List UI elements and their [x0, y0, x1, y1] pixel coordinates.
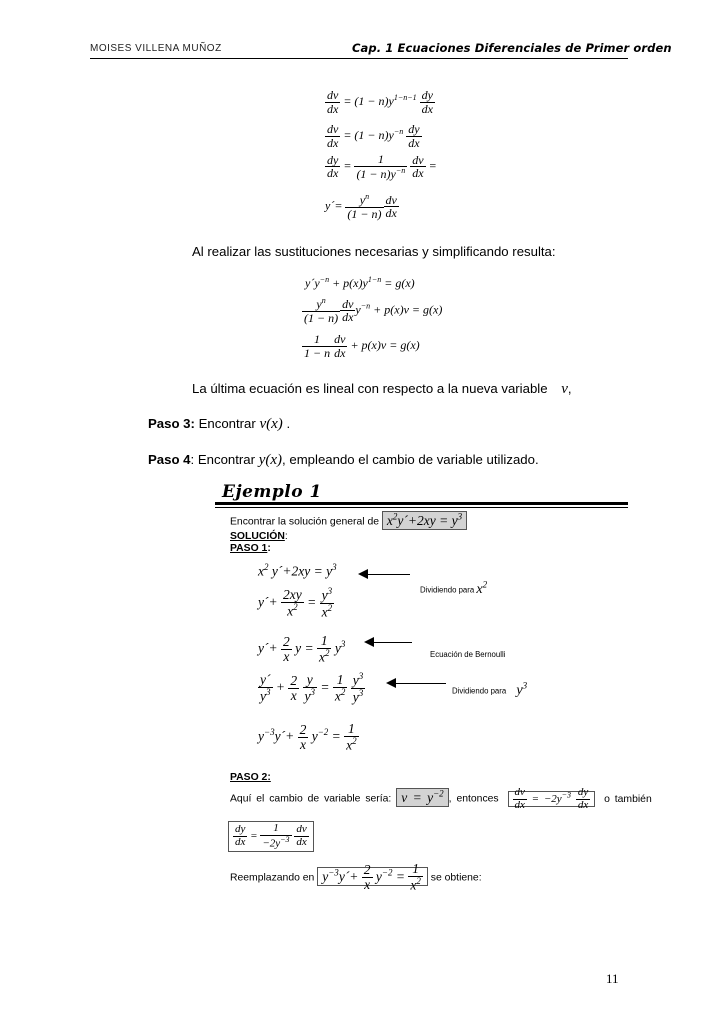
para-lineal-text: La última ecuación es lineal con respecto a la nueva variable [192, 381, 548, 396]
note-3-math: $y^3$ [516, 680, 528, 698]
paso-4 [148, 452, 539, 468]
eq-dydx: $\frac{dy}{dx}$ = $\frac{1}{(1 - n)y^{-n}}$ $\frac{dv}{dx}$ = [327, 152, 437, 181]
para-lineal [192, 381, 572, 397]
arrow-2-head [364, 637, 374, 647]
solucion-colon: : [284, 531, 288, 542]
para-sustituciones: Al realizar las sustituciones necesarias y simplificando resulta: [192, 244, 556, 259]
reemplazando-line [230, 862, 482, 893]
solucion-text: SOLUCIÓN [230, 531, 285, 542]
page-number: 11 [606, 971, 619, 986]
arrow-1-line [366, 574, 410, 575]
reemplazando-text: Reemplazando en [230, 872, 315, 884]
cambio-eq: $v = y^{-2}$ [396, 788, 448, 807]
paso-4-math: y(x) [258, 452, 283, 468]
paso-3-end: . [286, 416, 291, 431]
paso-4-text-b: , empleando el cambio de variable utilizado. [282, 452, 539, 467]
enunciado-text: Encontrar la solución general de [230, 516, 380, 528]
paso-3-text: Encontrar [198, 416, 256, 431]
note-1-math: $x^2$ [476, 579, 488, 597]
note-dividiendo-1 [420, 580, 487, 597]
cambio-derivada: $\frac{dv}{dx}$ = $-2y^{-3}$ $\frac{dy}{dx}$ [508, 791, 596, 807]
ej-eq-4: $\frac{y´}{y^3}$ + $\frac{2}{x}$ $\frac{y}{y^3}$ = $\frac{1}{x^2}$ $\frac{y^3}{y^3}$ [260, 671, 364, 705]
header-rule [90, 58, 628, 59]
eq-dvdx-1: $\frac{dv}{dx}$ = $(1 - n)y^{1-n-1}$ $\frac{dy}{dx}$ [327, 88, 433, 116]
note-1-text: Dividiendo para [420, 585, 475, 595]
dydx-box: $\frac{dy}{dx}$ = $\frac{1}{-2y^{-3}}$ $\frac{dv}{dx}$ [228, 821, 314, 852]
ejemplo-title: Ejemplo 1 [222, 482, 322, 502]
paso-3 [148, 416, 290, 432]
paso-4-text-a: : Encontrar [190, 452, 256, 467]
ej-eq-3: y´+ $\frac{2}{x}$ y = $\frac{1}{x^2}$ $y^3$ [258, 633, 346, 665]
paso-3-math: v(x) [259, 416, 283, 432]
comma: , [567, 381, 572, 396]
cambio-text-b: , entonces [448, 793, 499, 805]
reemplazando-eq: $y^{-3}y´+$ $\frac{2}{x}$ $y^{-2}$ = $\frac{1}{x^2}$ [317, 867, 428, 886]
var-v: v [561, 381, 568, 397]
ejemplo-rule-thick [215, 502, 628, 505]
ej-eq-2: y´+ $\frac{2xy}{x^2}$ = $\frac{y^3}{x^2}$ [258, 586, 333, 620]
paso1-text: PASO 1 [230, 543, 268, 554]
enunciado [230, 512, 467, 528]
ej-eq-1: $x^2$ y´+2xy = $y^3$ [258, 562, 337, 579]
cambio-line [230, 787, 652, 811]
note-bernoulli: Ecuación de Bernoulli [430, 650, 506, 659]
cambio-text-a: Aquí el cambio de variable sería: [230, 793, 392, 805]
arrow-2-line [372, 642, 412, 643]
arrow-3-line [394, 683, 446, 684]
arrow-3-head [386, 678, 396, 688]
se-obtiene-text: se obtiene: [430, 872, 482, 884]
eq-sust-2: $\frac{y^n}{(1 - n)}$ $\frac{dv}{dx}$ $y^{-n} + p(x)v = g(x)$ [304, 296, 443, 325]
header-author: MOISES VILLENA MUÑOZ [90, 43, 222, 54]
note-dividiendo-3 [452, 681, 527, 698]
ej-eq-5: $y^{-3}y´+$ $\frac{2}{x}$ $y^{-2}$ = $\frac{1}{x^2}$ [258, 721, 357, 753]
cambio-text-c: o también [604, 793, 652, 805]
eq-dvdx-2: $\frac{dv}{dx}$ = $(1 - n)y^{-n}$ $\frac{dy}{dx}$ [327, 122, 420, 150]
header-chapter: Cap. 1 Ecuaciones Diferenciales de Primer orden [352, 41, 672, 55]
paso2-label: PASO 2: [230, 772, 271, 783]
note-3-text: Dividiendo para [452, 686, 507, 696]
paso-4-label: Paso 4 [148, 452, 191, 467]
eq-sust-1: $y´y^{-n} + p(x)y^{1-n} = g(x)$ [305, 275, 415, 290]
paso-3-label: Paso 3: [148, 416, 195, 431]
eq-yprime: y´= $\frac{y^n}{(1 - n)}$ $\frac{dv}{dx}$ [325, 192, 397, 221]
eq-sust-3: $\frac{1}{1 - n}$ $\frac{dv}{dx}$ + p(x)v = g(x) [304, 332, 420, 360]
enunciado-eq: $x^2y´+2xy = y^3$ [382, 511, 467, 530]
solucion-label [230, 531, 288, 542]
paso1-colon: : [267, 543, 271, 554]
paso1-label [230, 543, 271, 554]
arrow-1-head [358, 569, 368, 579]
ejemplo-rule-thin [215, 507, 628, 508]
